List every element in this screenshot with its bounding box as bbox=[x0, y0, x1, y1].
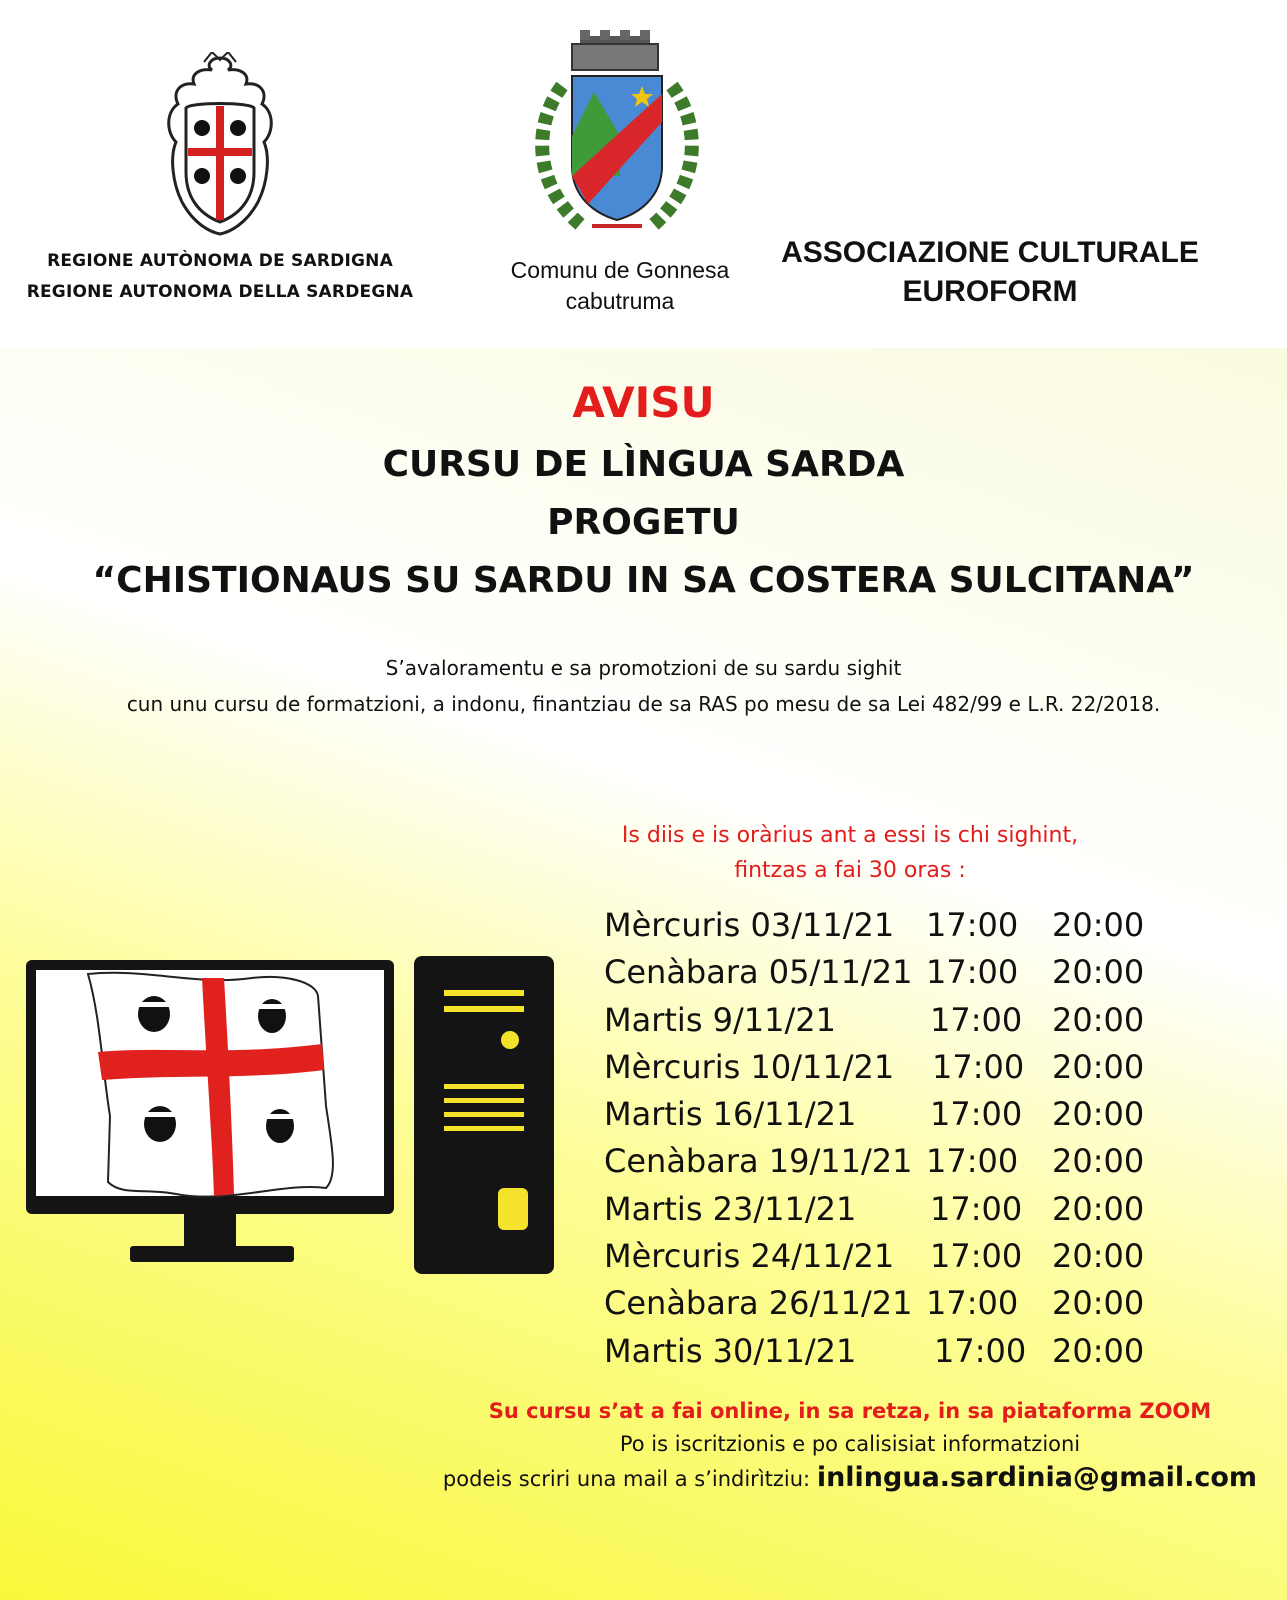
schedule-day: Martis 9/11/21 bbox=[604, 1000, 837, 1039]
schedule-row bbox=[604, 1280, 1204, 1327]
schedule-end: 20:00 bbox=[1052, 1047, 1145, 1086]
schedule-end: 20:00 bbox=[1052, 1284, 1145, 1323]
association-label-line2: EUROFORM bbox=[902, 275, 1078, 308]
schedule-end: 20:00 bbox=[1052, 906, 1145, 944]
footer-info: Po is iscritzionis e po calisisiat informatzioni bbox=[619, 1432, 1081, 1456]
schedule-day: Martis 23/11/21 bbox=[604, 1189, 857, 1228]
schedule-table bbox=[604, 902, 1204, 1375]
schedule-end: 20:00 bbox=[1052, 1000, 1145, 1039]
notice-intro-line1: S’avaloramentu e sa promotzioni de su sardu sighit bbox=[385, 656, 902, 680]
schedule-day: Martis 30/11/21 bbox=[604, 1331, 857, 1370]
schedule-start: 17:00 bbox=[932, 1047, 1025, 1086]
schedule-start: 17:00 bbox=[930, 1095, 1023, 1134]
footer-mail-prefix: podeis scriri una mail a s’indirìtziu: bbox=[442, 1467, 817, 1491]
schedule-start: 17:00 bbox=[926, 906, 1019, 944]
schedule-row bbox=[604, 1044, 1204, 1091]
schedule-day: Cenàbara 19/11/21 bbox=[604, 1142, 913, 1181]
schedule-end: 20:00 bbox=[1052, 1095, 1145, 1134]
schedule-row bbox=[604, 1091, 1204, 1138]
schedule-end: 20:00 bbox=[1052, 1237, 1145, 1276]
computer-with-sardinia-flag-icon bbox=[26, 956, 561, 1276]
schedule-day: Mèrcuris 03/11/21 bbox=[604, 906, 895, 944]
schedule-row bbox=[604, 1233, 1204, 1280]
regione-label bbox=[20, 246, 420, 308]
schedule-heading-line1: Is diis e is oràrius ant a essi is chi sighint, bbox=[621, 823, 1079, 848]
schedule-day: Mèrcuris 10/11/21 bbox=[604, 1047, 895, 1086]
schedule-day: Cenàbara 26/11/21 bbox=[604, 1284, 913, 1323]
schedule-row bbox=[604, 997, 1204, 1044]
comune-label-line2: cabutruma bbox=[565, 288, 675, 314]
comune-label bbox=[470, 255, 770, 317]
schedule-row bbox=[604, 902, 1204, 949]
notice-intro bbox=[0, 650, 1287, 722]
schedule-end: 20:00 bbox=[1052, 1331, 1145, 1370]
schedule-row bbox=[604, 1328, 1204, 1375]
notice-title bbox=[0, 436, 1287, 610]
schedule-start: 17:00 bbox=[926, 1142, 1019, 1181]
schedule-end: 20:00 bbox=[1052, 1189, 1145, 1228]
notice-title-line3: “CHISTIONAUS SU SARDU IN SA COSTERA SULCITANA” bbox=[92, 560, 1195, 601]
schedule-row bbox=[604, 1186, 1204, 1233]
footer-online-note: Su cursu s’at a fai online, in sa retza, in sa piataforma ZOOM bbox=[488, 1399, 1212, 1423]
notice-title-line1: CURSU DE LÌNGUA SARDA bbox=[382, 444, 905, 485]
schedule-start: 17:00 bbox=[930, 1189, 1023, 1228]
schedule-start: 17:00 bbox=[930, 1237, 1023, 1276]
contact-email-link[interactable]: inlingua.sardinia@gmail.com bbox=[816, 1462, 1258, 1493]
schedule-heading bbox=[560, 818, 1140, 888]
regione-label-line1: REGIONE AUTÒNOMA DE SARDIGNA bbox=[47, 251, 393, 271]
schedule-start: 17:00 bbox=[926, 1284, 1019, 1323]
schedule-row bbox=[604, 1138, 1204, 1185]
schedule-day: Cenàbara 05/11/21 bbox=[604, 953, 913, 992]
regione-sardegna-coat-of-arms-icon bbox=[150, 52, 290, 237]
regione-label-line2: REGIONE AUTONOMA DELLA SARDEGNA bbox=[26, 282, 414, 302]
schedule-start: 17:00 bbox=[934, 1331, 1027, 1370]
association-label bbox=[770, 233, 1210, 311]
notice-title-line2: PROGETU bbox=[547, 502, 740, 543]
comune-gonnesa-coat-of-arms-icon bbox=[522, 26, 712, 251]
association-label-line1: ASSOCIAZIONE CULTURALE bbox=[781, 236, 1199, 269]
notice-avisu: AVISU bbox=[572, 378, 715, 427]
schedule-end: 20:00 bbox=[1052, 1142, 1145, 1181]
header bbox=[0, 0, 1287, 348]
schedule-start: 17:00 bbox=[930, 1000, 1023, 1039]
comune-label-line1: Comunu de Gonnesa bbox=[510, 257, 730, 283]
schedule-end: 20:00 bbox=[1052, 953, 1145, 992]
notice-intro-line2: cun unu cursu de formatzioni, a indonu, finantziau de sa RAS po mesu de sa Lei 482/99 e L.R. 22/2018. bbox=[126, 692, 1161, 716]
schedule-heading-line2: fintzas a fai 30 oras : bbox=[734, 858, 966, 883]
footer-mail-line bbox=[430, 1461, 1270, 1496]
schedule-start: 17:00 bbox=[926, 953, 1019, 992]
schedule-row bbox=[604, 949, 1204, 996]
schedule-day: Mèrcuris 24/11/21 bbox=[604, 1237, 895, 1276]
footer bbox=[430, 1395, 1270, 1496]
schedule-day: Martis 16/11/21 bbox=[604, 1095, 857, 1134]
